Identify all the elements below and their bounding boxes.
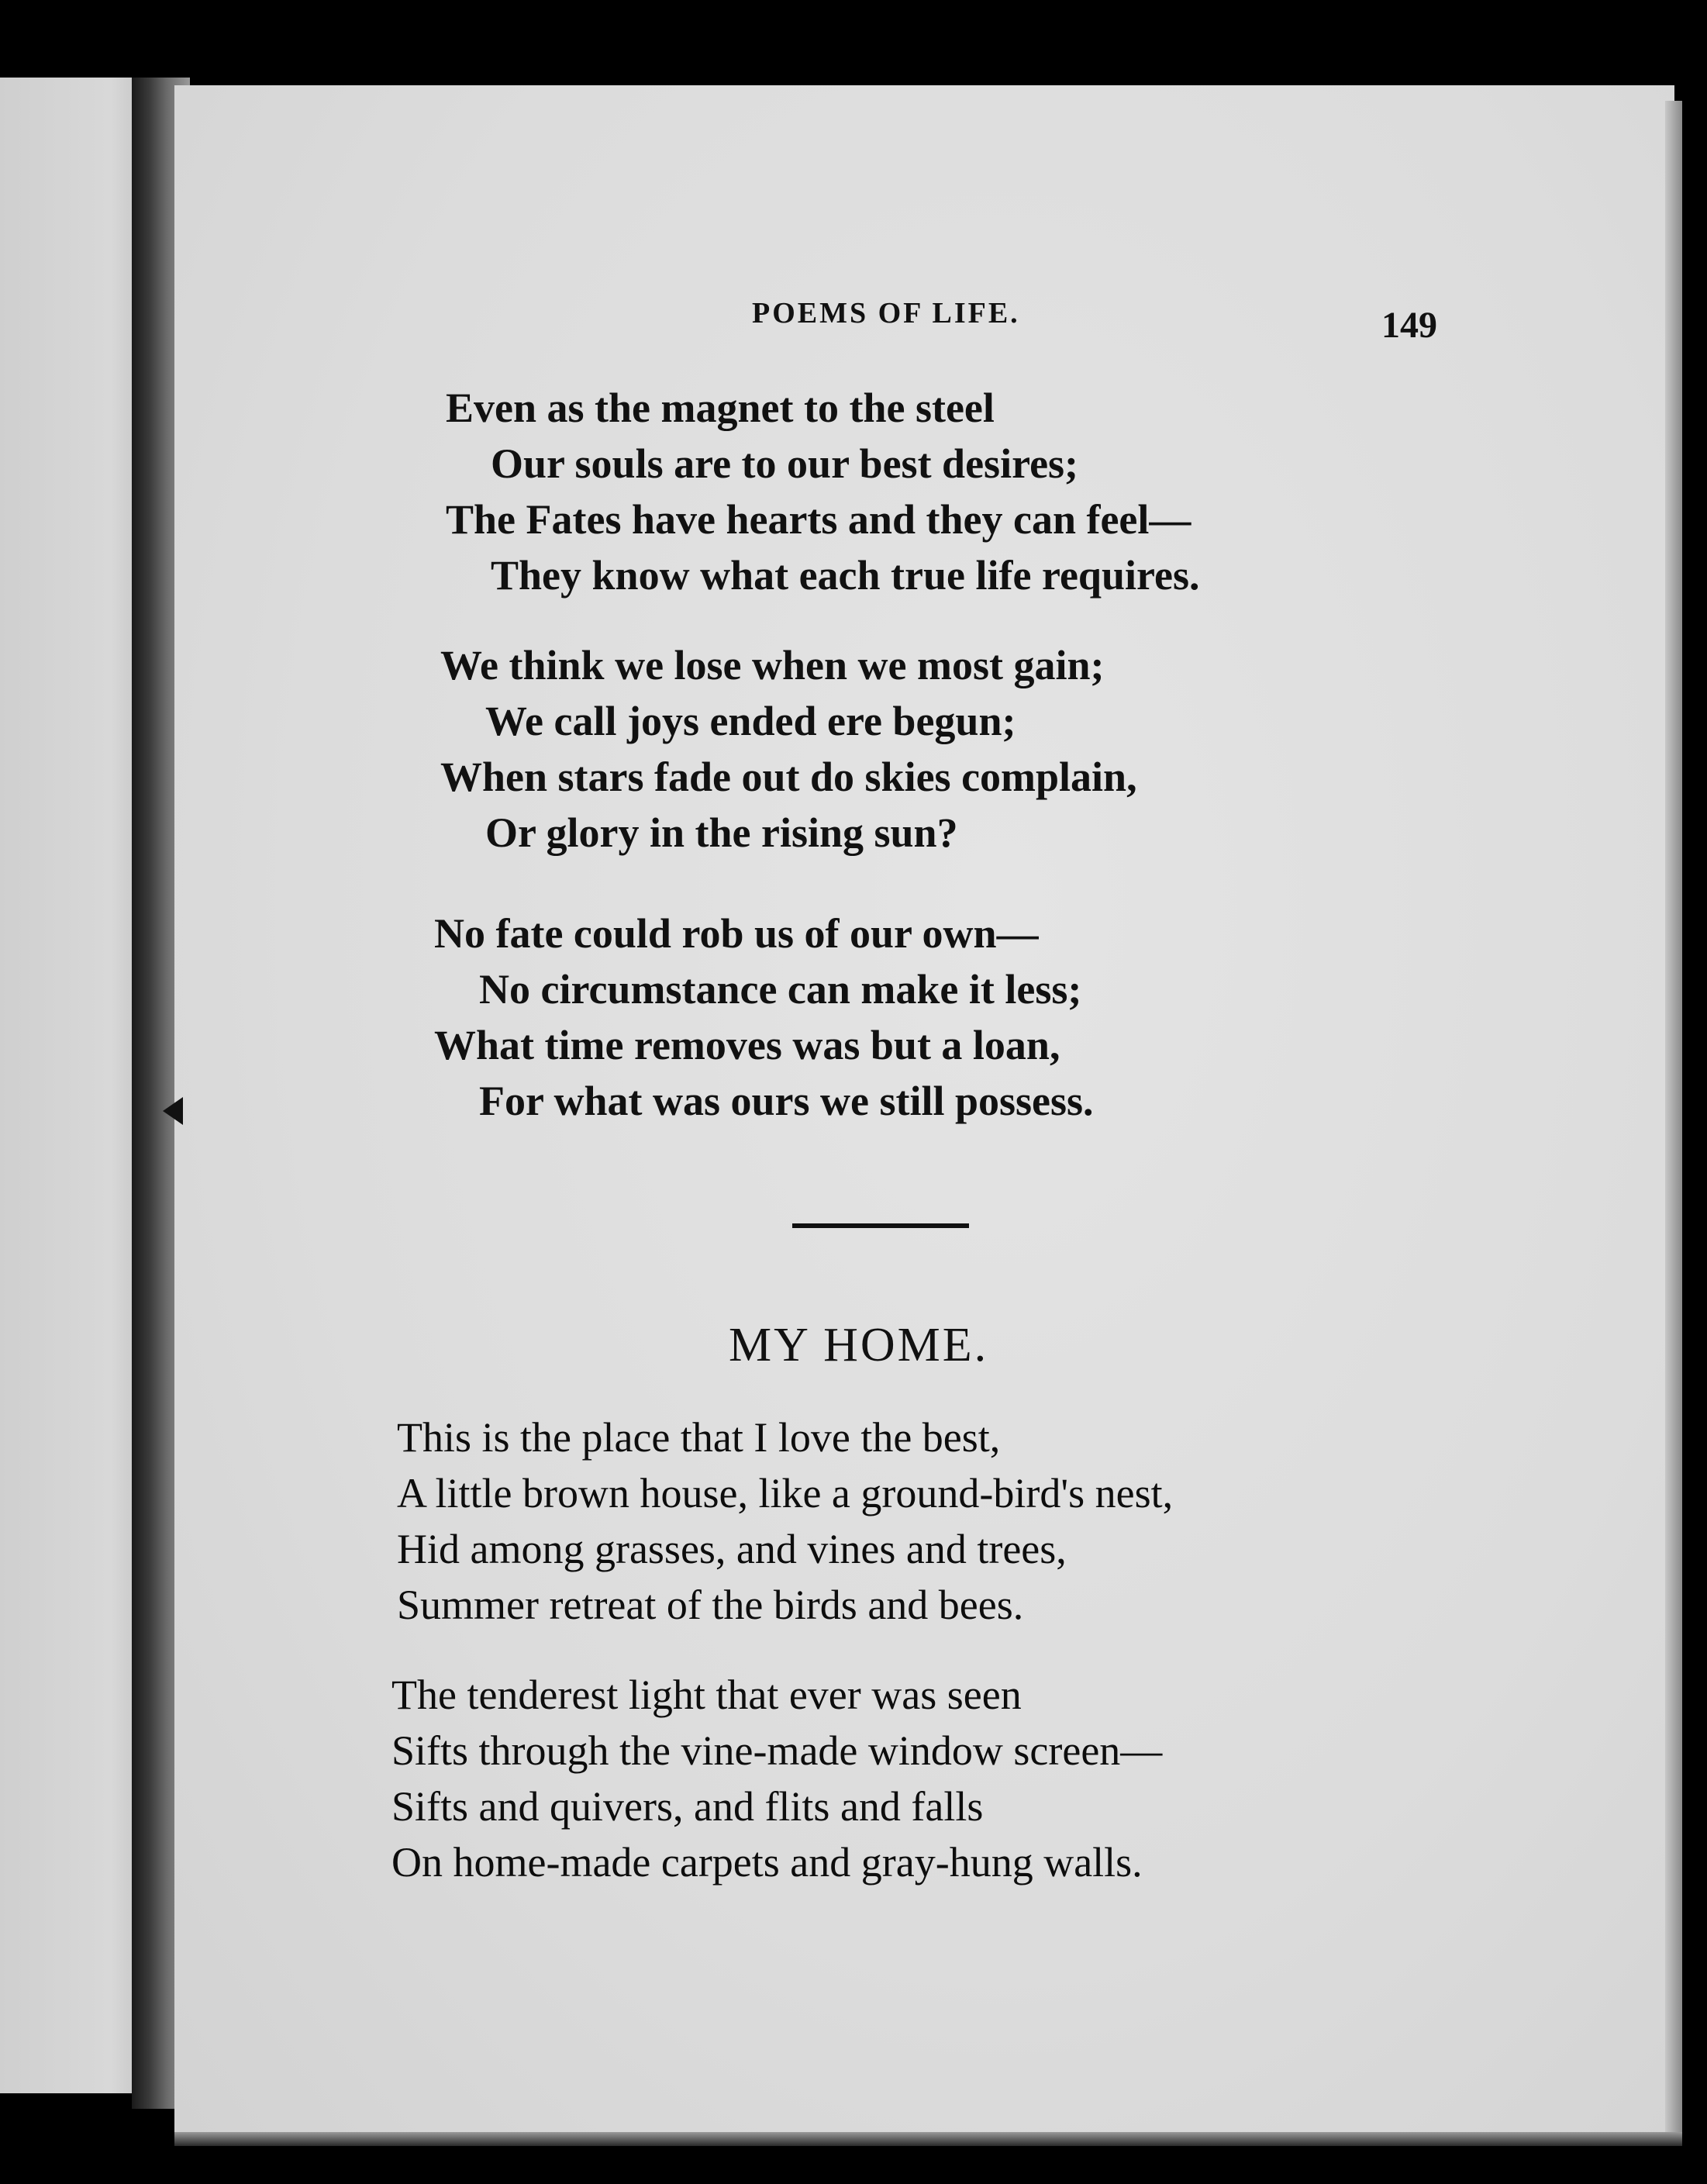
poem2-stanza-2: [391, 1667, 1162, 1890]
verse-line: When stars fade out do skies complain,: [440, 754, 1137, 800]
verse-line: We think we lose when we most gain;: [440, 642, 1105, 688]
verse-line: No circumstance can make it less;: [479, 966, 1082, 1013]
verse-line: For what was ours we still possess.: [479, 1078, 1094, 1124]
verse-line: Sifts through the vine-made window screen—: [391, 1727, 1163, 1774]
page-edge-bottom: [174, 2132, 1682, 2146]
verse-line: The tenderest light that ever was seen: [391, 1672, 1022, 1718]
running-head: POEMS OF LIFE.: [752, 297, 1020, 329]
verse-line: What time removes was but a loan,: [434, 1022, 1060, 1068]
verse-line: This is the place that I love the best,: [397, 1414, 1001, 1461]
verse-line: Hid among grasses, and vines and trees,: [397, 1526, 1067, 1572]
poem1-stanza-3: [434, 906, 1094, 1129]
section-divider-rule: [792, 1223, 969, 1228]
verse-line: Summer retreat of the birds and bees.: [397, 1582, 1024, 1628]
verse-line: No fate could rob us of our own—: [434, 910, 1039, 957]
verse-line: They know what each true life requires.: [491, 552, 1200, 599]
margin-arrow-mark: [163, 1097, 183, 1125]
verse-line: We call joys ended ere begun;: [485, 698, 1016, 744]
verse-line: Our souls are to our best desires;: [491, 440, 1079, 487]
poem2-stanza-1: [397, 1409, 1173, 1633]
verse-line: A little brown house, like a ground-bird's nest,: [397, 1470, 1174, 1516]
verse-line: Sifts and quivers, and flits and falls: [391, 1783, 984, 1830]
verse-line: On home-made carpets and gray-hung walls.: [391, 1839, 1143, 1886]
poem1-stanza-2: [440, 637, 1137, 861]
verse-line: Even as the magnet to the steel: [446, 385, 995, 431]
verse-line: Or glory in the rising sun?: [485, 809, 958, 856]
verse-line: The Fates have hearts and they can feel—: [446, 496, 1191, 543]
poem-title: MY HOME.: [729, 1319, 989, 1371]
poem1-stanza-1: [446, 380, 1199, 603]
page-number: 149: [1381, 305, 1437, 346]
page-edge-right: [1665, 101, 1682, 2132]
